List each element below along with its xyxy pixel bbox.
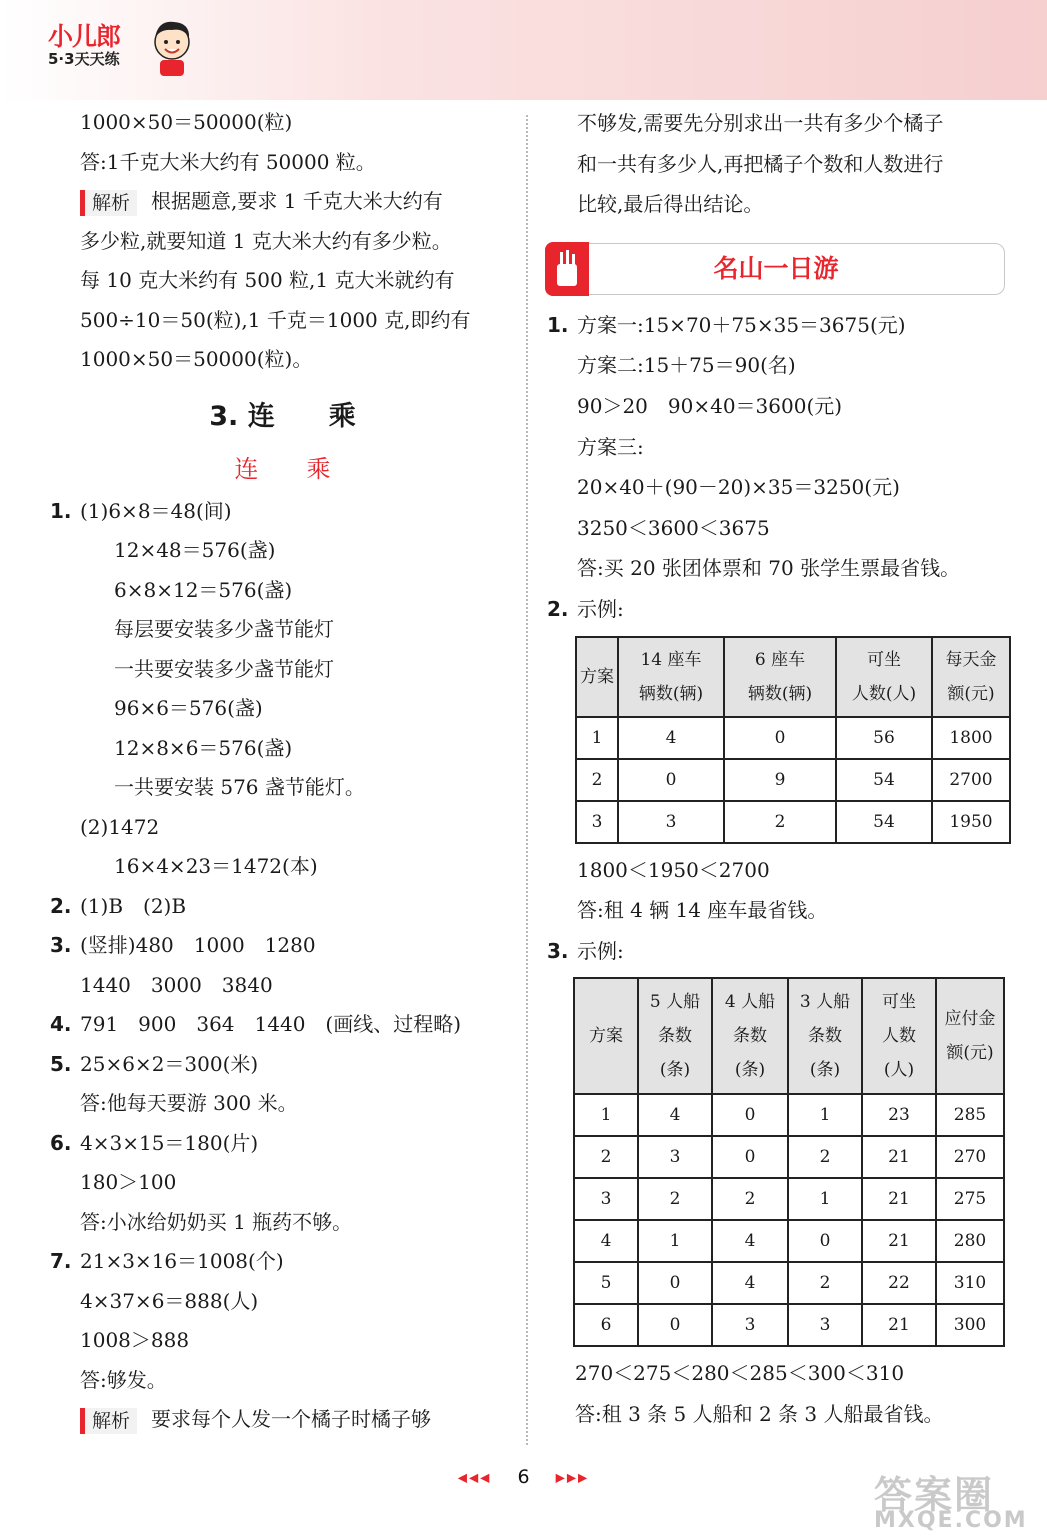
question-number: 1. — [50, 498, 72, 523]
question-number: 2. — [547, 596, 569, 621]
logo-subtitle: 5·3天天练 — [48, 50, 120, 68]
answer-line: 答:他每天要游 300 米。 — [80, 1091, 298, 1115]
page-number: 6 — [517, 1466, 530, 1488]
table-cell: 280 — [936, 1220, 1004, 1262]
answer-line: 答:租 4 辆 14 座车最省钱。 — [577, 898, 828, 923]
table-row — [574, 1136, 1004, 1178]
table-cell: 4 — [638, 1094, 712, 1136]
table-row — [574, 1262, 1004, 1304]
table-cell: 56 — [836, 717, 932, 759]
answer-line: 一共要安装 576 盏节能灯。 — [114, 775, 365, 799]
table-cell: 21 — [862, 1136, 936, 1178]
analysis-text: 1000×50＝50000(粒)。 — [80, 347, 313, 371]
analysis-text: 每 10 克大米约有 500 粒,1 克大米就约有 — [80, 268, 455, 292]
table-cell: 3 — [712, 1304, 788, 1346]
table-header-cell: 方案 — [576, 637, 618, 717]
table-header-cell: 14 座车 辆数(辆) — [618, 637, 724, 717]
watermark-domain: MXQE.COM — [874, 1508, 1028, 1533]
answer-line: 180＞100 — [80, 1170, 177, 1194]
right-column — [547, 103, 1012, 1435]
table-cell: 2 — [576, 759, 618, 801]
table-cell: 6 — [574, 1304, 638, 1346]
table-header-row — [576, 637, 1010, 717]
banner-title: 名山一日游 — [713, 253, 839, 283]
table-cell: 3 — [618, 801, 724, 843]
question-number: 3. — [547, 938, 569, 963]
table-row — [574, 1094, 1004, 1136]
table-cell: 1 — [788, 1178, 862, 1220]
table-header-cell: 应付金 额(元) — [936, 978, 1004, 1094]
table-cell: 2700 — [932, 759, 1010, 801]
answer-line: 21×3×16＝1008(个) — [80, 1249, 284, 1273]
table-row — [574, 1220, 1004, 1262]
answer-line: 6×8×12＝576(盏) — [114, 577, 293, 602]
analysis-text: 要求每个人发一个橘子时橘子够 — [151, 1407, 432, 1431]
question-number: 1. — [547, 312, 569, 337]
table-cell: 1 — [788, 1094, 862, 1136]
table-cell: 2 — [712, 1178, 788, 1220]
table-header-cell: 每天金 额(元) — [932, 637, 1010, 717]
table-cell: 3 — [576, 801, 618, 843]
table-cell: 1800 — [932, 717, 1010, 759]
mascot-boy-icon — [148, 16, 196, 78]
table-cell: 0 — [638, 1262, 712, 1304]
table-cell: 2 — [574, 1136, 638, 1178]
answer-line: 20×40＋(90－20)×35＝3250(元) — [577, 475, 900, 500]
answer-line: 答:够发。 — [80, 1367, 167, 1392]
answer-line: 4×3×15＝180(片) — [80, 1130, 259, 1155]
table-cell: 0 — [712, 1136, 788, 1178]
answer-line: 答:小冰给奶奶买 1 瓶药不够。 — [80, 1209, 353, 1234]
table-cell: 5 — [574, 1262, 638, 1304]
answer-line: 1440 3000 3840 — [80, 972, 273, 997]
question-number: 3. — [50, 933, 72, 957]
answer-line: 16×4×23＝1472(本) — [114, 854, 318, 878]
table-cell: 3 — [788, 1304, 862, 1346]
section-banner — [547, 243, 1005, 295]
answer-line: 答:租 3 条 5 人船和 2 条 3 人船最省钱。 — [575, 1401, 944, 1426]
question-number: 7. — [50, 1249, 72, 1273]
table-header-cell: 可坐 人数(人) — [836, 637, 932, 717]
vehicle-plan-table — [575, 636, 1011, 844]
analysis-text: 根据题意,要求 1 千克大米大约有 — [151, 189, 443, 213]
table-header-row — [574, 978, 1004, 1094]
section-title: 3. 连 乘 — [209, 400, 356, 432]
watermark-text: 答案圈 — [874, 1473, 995, 1517]
table-cell: 4 — [574, 1220, 638, 1262]
question-number: 6. — [50, 1130, 72, 1155]
table-cell: 270 — [936, 1136, 1004, 1178]
table-cell: 310 — [936, 1262, 1004, 1304]
brand-logo — [48, 24, 120, 68]
analysis-block-1 — [50, 182, 515, 222]
table-cell: 2 — [724, 801, 836, 843]
table-cell: 4 — [618, 717, 724, 759]
answer-line: 3250＜3600＜3675 — [577, 515, 770, 540]
table-cell: 2 — [788, 1136, 862, 1178]
answer-line: (竖排)480 1000 1280 — [80, 933, 316, 957]
table-cell: 22 — [862, 1262, 936, 1304]
table-cell: 0 — [788, 1220, 862, 1262]
left-arrows-icon: ◀◀◀ — [457, 1470, 492, 1485]
watermark — [874, 1464, 1044, 1534]
table-cell: 1 — [574, 1094, 638, 1136]
answer-line: 1800＜1950＜2700 — [577, 857, 770, 882]
table-row — [576, 759, 1010, 801]
table-cell: 23 — [862, 1094, 936, 1136]
answer-line: 答:1千克大米大约有 50000 粒。 — [80, 149, 376, 174]
answer-line: 方案三: — [577, 434, 644, 459]
boat-plan-table — [573, 977, 1005, 1347]
answer-line: (2)1472 — [80, 814, 160, 839]
answer-line: 答:买 20 张团体票和 70 张学生票最省钱。 — [577, 556, 961, 581]
analysis-tag: 解析 — [80, 190, 137, 216]
answer-line: 12×48＝576(盏) — [114, 538, 276, 562]
table-cell: 1950 — [932, 801, 1010, 843]
table-header-cell: 方案 — [574, 978, 638, 1094]
table-header-cell: 3 人船 条数 (条) — [788, 978, 862, 1094]
column-divider — [526, 115, 528, 1445]
analysis-text: 比较,最后得出结论。 — [577, 192, 764, 217]
table-cell: 1 — [576, 717, 618, 759]
subsection-title: 连 乘 — [234, 454, 331, 483]
answer-line: 96×6＝576(盏) — [114, 696, 263, 720]
answer-line: 1000×50＝50000(粒) — [80, 110, 293, 134]
answer-line: (1)6×8＝48(间) — [80, 498, 232, 523]
answer-line: 791 900 364 1440 (画线、过程略) — [80, 1012, 462, 1036]
table-header-cell: 可坐 人数 (人) — [862, 978, 936, 1094]
table-cell: 0 — [618, 759, 724, 801]
analysis-text: 不够发,需要先分别求出一共有多少个橘子 — [577, 111, 944, 135]
example-label: 示例: — [577, 596, 624, 621]
table-row — [576, 717, 1010, 759]
answer-line: 25×6×2＝300(米) — [80, 1051, 259, 1076]
table-row — [576, 801, 1010, 843]
table-cell: 54 — [836, 801, 932, 843]
table-cell: 275 — [936, 1178, 1004, 1220]
table-cell: 21 — [862, 1220, 936, 1262]
table-cell: 3 — [574, 1178, 638, 1220]
table-cell: 3 — [638, 1136, 712, 1178]
logo-title: 小儿郎 — [48, 22, 121, 51]
analysis-text: 多少粒,就要知道 1 克大米大约有多少粒。 — [80, 228, 452, 253]
answer-line: 4×37×6＝888(人) — [80, 1288, 259, 1313]
answer-line: 一共要安装多少盏节能灯 — [114, 656, 334, 681]
question-number: 2. — [50, 893, 72, 918]
analysis-text: 500÷10＝50(粒),1 千克＝1000 克,即约有 — [80, 307, 471, 332]
table-cell: 4 — [712, 1262, 788, 1304]
table-cell: 1 — [638, 1220, 712, 1262]
analysis-block-2 — [50, 1400, 515, 1440]
answer-line: 12×8×6＝576(盏) — [114, 735, 293, 760]
right-arrows-icon: ▶▶▶ — [555, 1470, 590, 1485]
table-header-cell: 5 人船 条数 (条) — [638, 978, 712, 1094]
example-label: 示例: — [577, 938, 624, 963]
answer-line: (1)B (2)B — [80, 893, 187, 918]
table-cell: 21 — [862, 1304, 936, 1346]
answer-line: 方案二:15＋75＝90(名) — [577, 353, 796, 378]
analysis-text: 和一共有多少人,再把橘子个数和人数进行 — [577, 151, 944, 176]
table-cell: 9 — [724, 759, 836, 801]
table-header-cell: 4 人船 条数 (条) — [712, 978, 788, 1094]
answer-line: 1008＞888 — [80, 1328, 190, 1352]
question-number: 4. — [50, 1012, 72, 1036]
table-cell: 21 — [862, 1178, 936, 1220]
table-cell: 2 — [638, 1178, 712, 1220]
table-cell: 0 — [638, 1304, 712, 1346]
table-cell: 0 — [712, 1094, 788, 1136]
table-cell: 0 — [724, 717, 836, 759]
answer-line: 270＜275＜280＜285＜300＜310 — [575, 1361, 905, 1386]
left-column — [50, 103, 515, 1440]
table-cell: 2 — [788, 1262, 862, 1304]
table-cell: 54 — [836, 759, 932, 801]
table-row — [574, 1304, 1004, 1346]
table-cell: 4 — [712, 1220, 788, 1262]
table-cell: 300 — [936, 1304, 1004, 1346]
question-number: 5. — [50, 1051, 72, 1076]
table-cell: 285 — [936, 1094, 1004, 1136]
table-row — [574, 1178, 1004, 1220]
analysis-tag: 解析 — [80, 1408, 137, 1434]
answer-line: 90＞20 90×40＝3600(元) — [577, 393, 843, 418]
answer-line: 每层要安装多少盏节能灯 — [114, 617, 334, 641]
answer-line: 方案一:15×70＋75×35＝3675(元) — [577, 312, 906, 337]
table-header-cell: 6 座车 辆数(辆) — [724, 637, 836, 717]
